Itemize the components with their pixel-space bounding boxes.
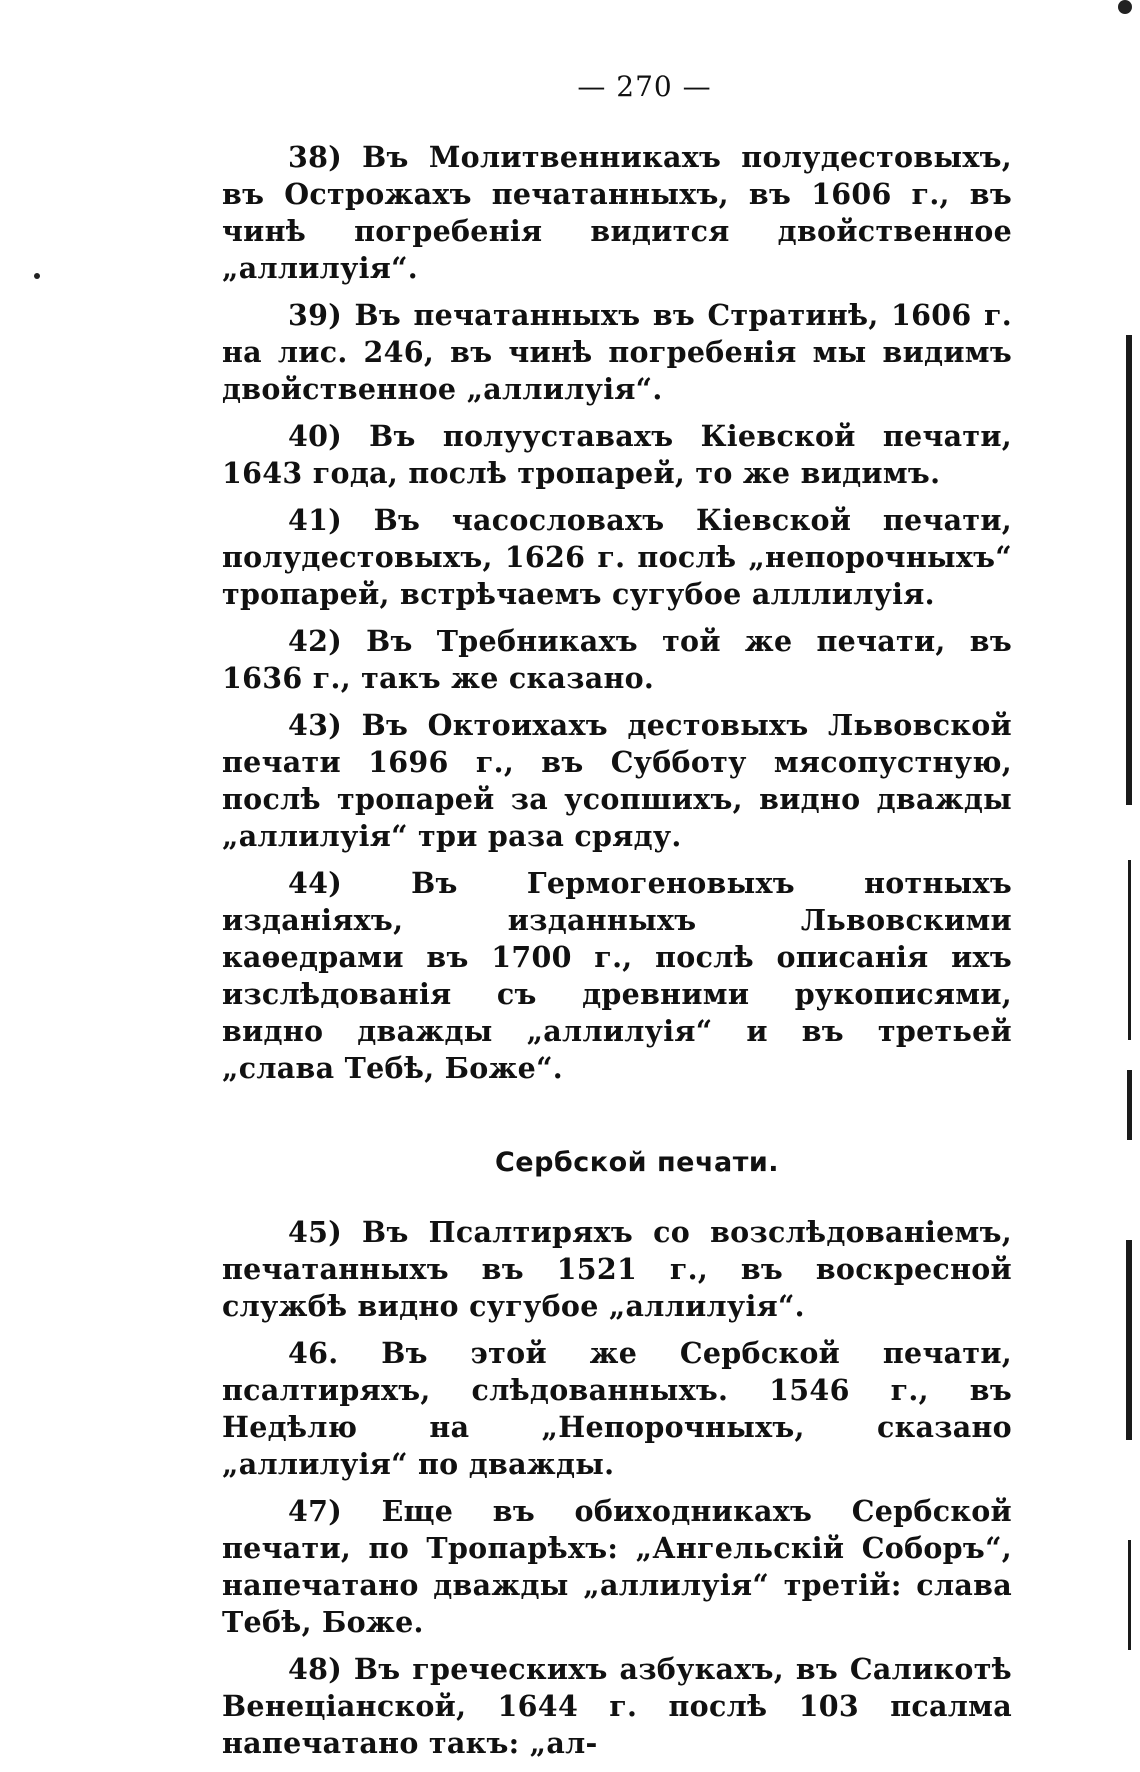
scan-edge-mark bbox=[1128, 860, 1131, 1040]
scan-speck bbox=[1118, 0, 1132, 14]
paragraph-46: 46. Въ этой же Сербской печати, псалтиряхъ, слѣдованныхъ. 1546 г., въ Недѣлю на „Непорочныхъ, сказано „аллилуія“ по дважды. bbox=[222, 1336, 1012, 1481]
paragraph-38: 38) Въ Молитвенникахъ полудестовыхъ, въ Острожахъ печатанныхъ, въ 1606 г., въ чинѣ погребенія видится двойственное „аллилуія“. bbox=[222, 140, 1012, 285]
paragraph-41: 41) Въ часословахъ Кіевской печати, полудестовыхъ, 1626 г. послѣ „непорочныхъ“ тропарей, встрѣчаемъ сугубое алллилуія. bbox=[222, 503, 1012, 611]
scan-edge-mark bbox=[1127, 1070, 1132, 1140]
paragraph-47: 47) Еще въ обиходникахъ Сербской печати, по Тропарѣхъ: „Ангельскій Соборъ“, напечатано дважды „аллилуія“ третій: слава Тебѣ, Боже. bbox=[222, 1494, 1012, 1639]
page-number: — 270 — bbox=[577, 70, 712, 103]
scan-edge-mark bbox=[1128, 1540, 1131, 1650]
paragraph-40: 40) Въ полууставахъ Кіевской печати, 1643 года, послѣ тропарей, то же видимъ. bbox=[222, 419, 1012, 490]
paragraph-48: 48) Въ греческихъ азбукахъ, въ Саликотѣ Венеціанской, 1644 г. послѣ 103 псалма напечатано такъ: „ал- bbox=[222, 1652, 1012, 1760]
paragraph-39: 39) Въ печатанныхъ въ Стратинѣ, 1606 г. на лис. 246, въ чинѣ погребенія мы видимъ двойственное „аллилуія“. bbox=[222, 298, 1012, 406]
paragraph-42: 42) Въ Требникахъ той же печати, въ 1636 г., такъ же сказано. bbox=[222, 624, 1012, 695]
section-heading: Сербской печати. bbox=[494, 1147, 780, 1178]
text-block bbox=[222, 70, 1012, 1772]
scan-edge-mark bbox=[1126, 1240, 1132, 1440]
paragraph-45: 45) Въ Псалтиряхъ со возслѣдованіемъ, печатанныхъ въ 1521 г., въ воскресной службѣ видно сугубое „аллилуія“. bbox=[222, 1215, 1012, 1323]
paragraph-44: 44) Въ Гермогеновыхъ нотныхъ изданіяхъ, изданныхъ Львовскими каѳедрами въ 1700 г., послѣ описанія ихъ изслѣдованія съ древними рукописями, видно дважды „аллилуія“ и въ третьей „слава Тебѣ, Боже“. bbox=[222, 866, 1012, 1085]
scan-edge-mark bbox=[1126, 335, 1132, 805]
paragraph-43: 43) Въ Октоихахъ дестовыхъ Львовской печати 1696 г., въ Субботу мясопустную, послѣ тропарей за усопшихъ, видно дважды „аллилуія“ три раза сряду. bbox=[222, 708, 1012, 853]
scan-speck bbox=[34, 273, 40, 279]
